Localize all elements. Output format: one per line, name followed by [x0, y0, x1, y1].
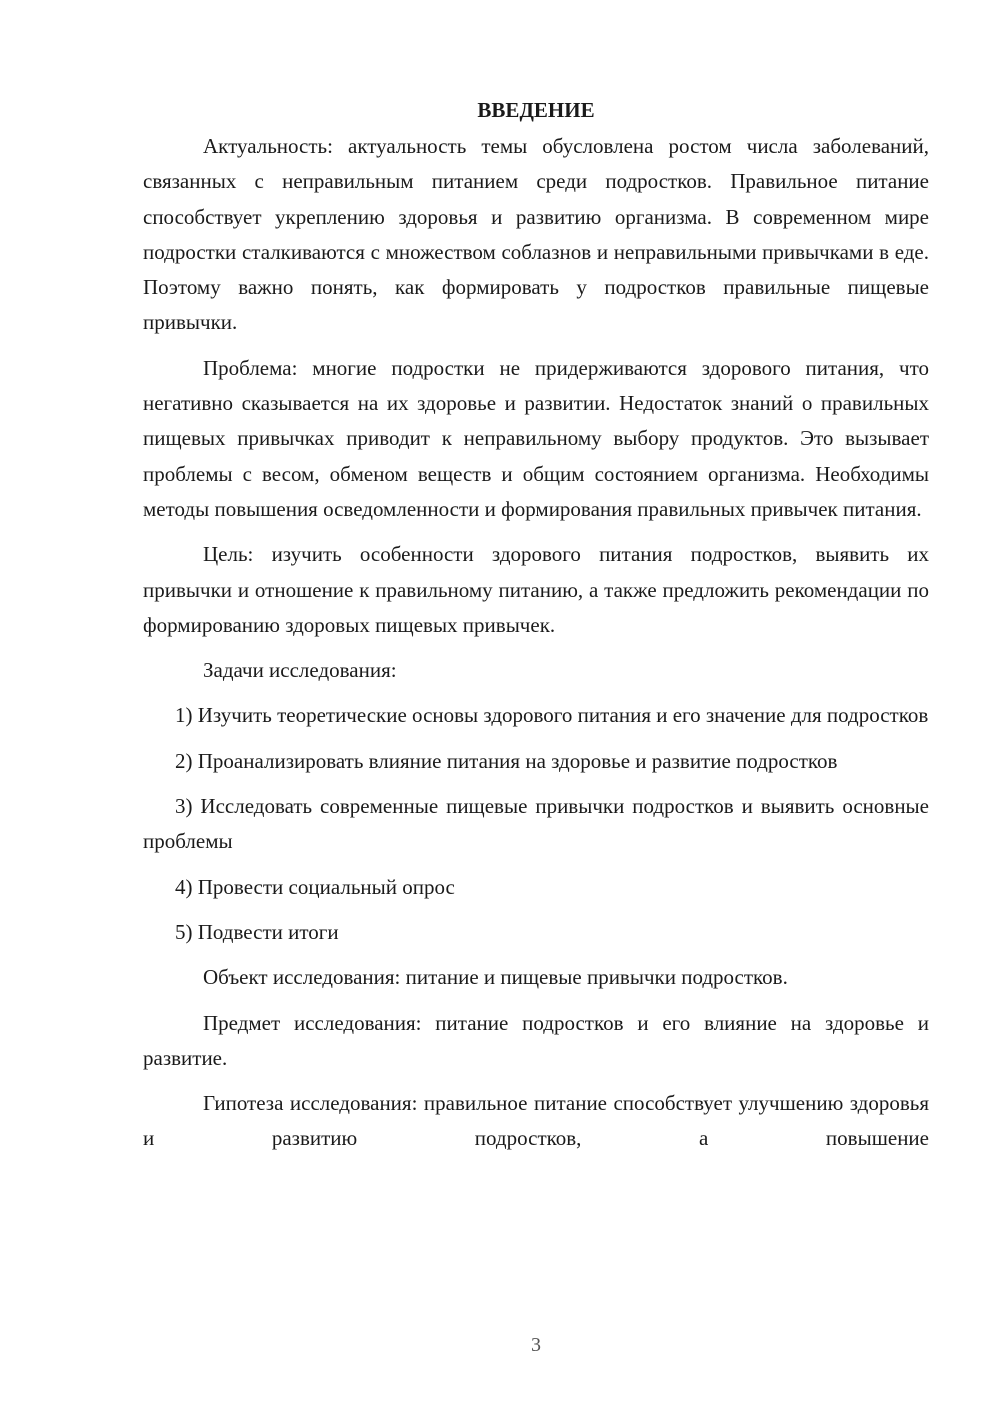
goal-paragraph: Цель: изучить особенности здорового питания подростков, выявить их привычки и отношение к правильному питанию, а также предложить рекомендации по формированию здоровых пищевых привычек.: [143, 542, 929, 637]
problem-paragraph: Проблема: многие подростки не придерживаются здорового питания, что негативно сказывается на их здоровье и развитии. Недостаток знаний о правильных пищевых привычках приводит к неправильному выбору продуктов. Это вызывает проблемы с весом, обменом веществ и общим состоянием организма. Необходимы методы повышения осведомленности и формирования правильных привычек питания.: [143, 355, 929, 521]
task-item-3: 3) Исследовать современные пищевые привычки подростков и выявить основные проблемы: [143, 794, 929, 854]
document-page: [143, 92, 929, 1167]
page-number: 3: [531, 1334, 541, 1356]
task-item-2: 2) Проанализировать влияние питания на здоровье и развитие подростков: [175, 748, 838, 773]
task-item-5: 5) Подвести итоги: [175, 919, 339, 944]
hypothesis-paragraph: Гипотеза исследования: правильное питание способствует улучшению здоровья и развитию подростков, а повышение: [143, 1091, 929, 1151]
tasks-heading: Задачи исследования:: [203, 658, 397, 683]
relevance-paragraph: Актуальность: актуальность темы обусловлена ростом числа заболеваний, связанных с неправильным питанием среди подростков. Правильное питание способствует укреплению здоровья и развитию организма. В современном мире подростки сталкиваются с множеством соблазнов и неправильными привычками в еде. Поэтому важно понять, как формировать у подростков правильные пищевые привычки.: [143, 134, 929, 335]
object-paragraph: Объект исследования: питание и пищевые привычки подростков.: [203, 965, 788, 990]
task-item-4: 4) Провести социальный опрос: [175, 874, 455, 899]
subject-paragraph: Предмет исследования: питание подростков и его влияние на здоровье и развитие.: [143, 1010, 929, 1070]
page-title: ВВЕДЕНИЕ: [477, 98, 595, 122]
task-item-1: 1) Изучить теоретические основы здорового питания и его значение для подростков: [175, 703, 929, 728]
